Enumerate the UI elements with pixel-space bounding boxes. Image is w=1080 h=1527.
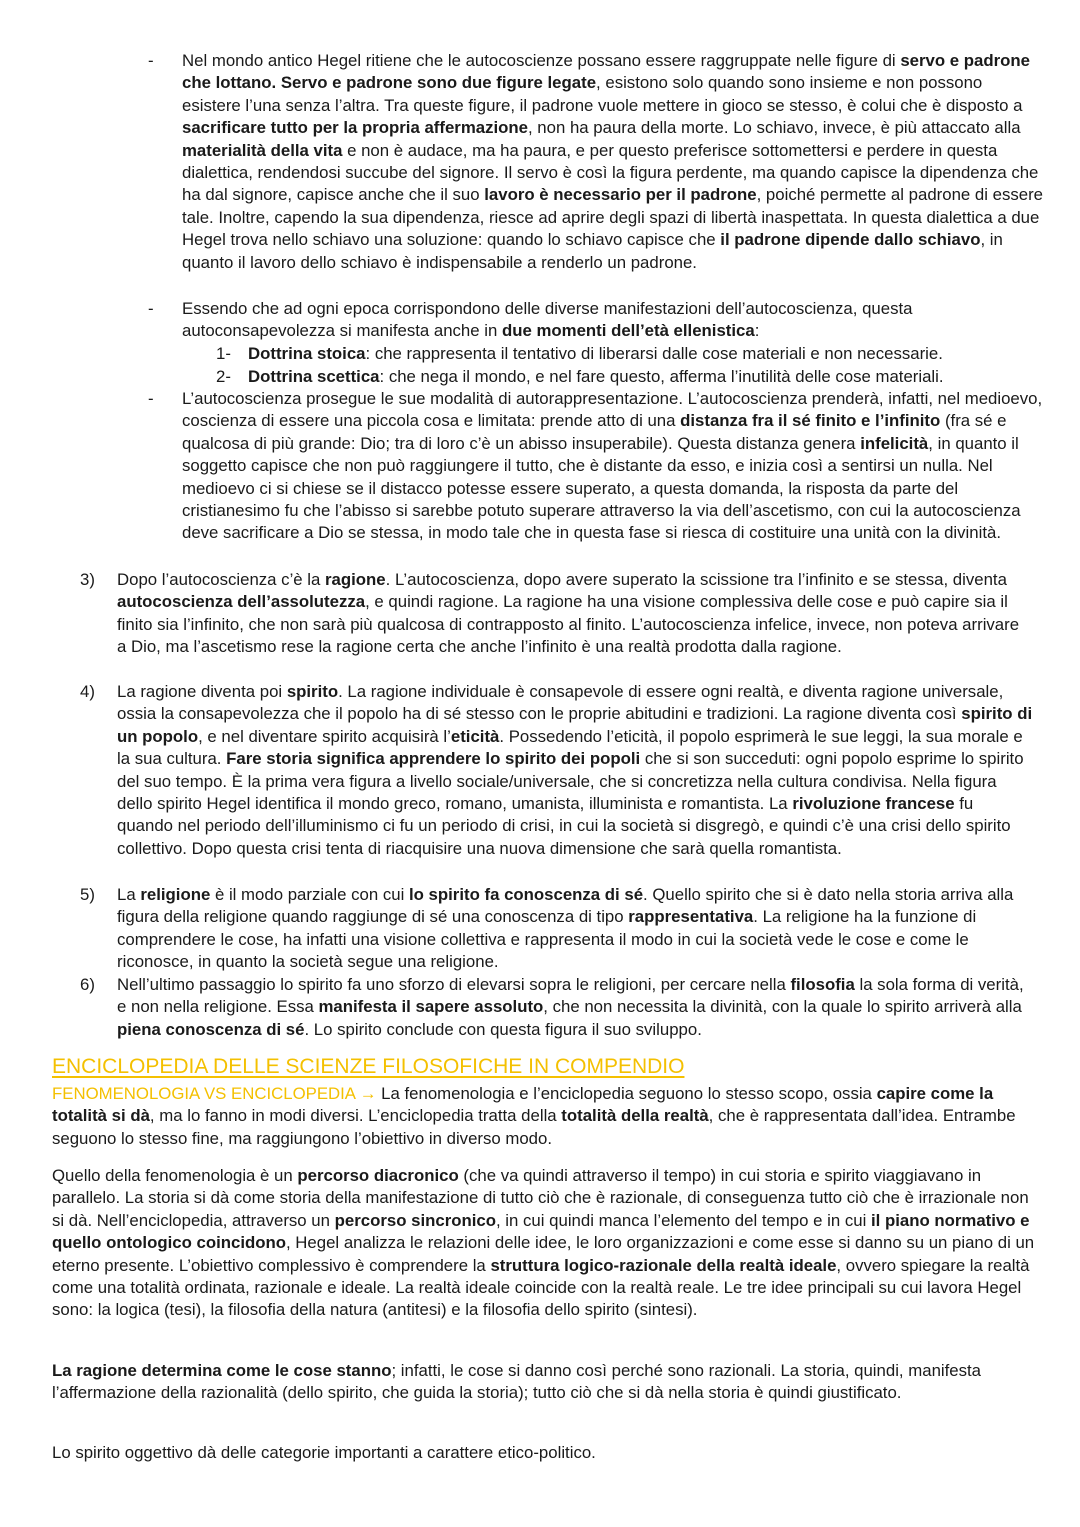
text-run: , non ha paura della morte. Lo schiavo, invece, è più attaccato alla (527, 118, 1021, 138)
numbered-marker: 4) (80, 682, 95, 701)
text-run: : che nega il mondo, e nel fare questo, afferma l’inutilità delle cose materiali. (379, 367, 944, 386)
text-run: La fenomenologia e l’enciclopedia seguono lo stesso scopo, ossia (376, 1084, 877, 1103)
subitem-marker: 2- (216, 367, 231, 386)
bold-text: Servo e padrone sono due figure legate (280, 73, 597, 93)
bold-text: capire come la totalità si dà (52, 1084, 994, 1126)
bold-text: sacrificare tutto per la propria affermazione (182, 118, 528, 138)
text-run: che si son succeduti: ogni popolo esprime lo spirito del suo tempo. È la prima vera figura a livello sociale/universale, che si concretizza nella cultura condivisa. Nella figura dello spirito Hegel identifica il mondo greco, romano, umanista, illuminista e romantista. La (117, 749, 1024, 814)
bold-text: struttura logico-razionale della realtà ideale (490, 1255, 837, 1275)
text-run: . Lo spirito conclude con questa figura il suo sviluppo. (304, 1019, 702, 1039)
text-run: , in cui quindi manca l’elemento del tempo e in cui (495, 1210, 871, 1230)
text-run: , che non necessita la divinità, con la quale lo spirito arriverà alla (543, 997, 1022, 1017)
bold-text: religione (140, 885, 211, 904)
bold-text: servo e padrone che lottano. (182, 51, 1030, 93)
bold-text: manifesta il sapere assoluto (318, 997, 544, 1017)
bold-text: il piano normativo e quello ontologico coincidono (52, 1210, 1030, 1253)
subitem-dottrina-stoica (248, 343, 1048, 365)
text-run: Lo spirito oggettivo dà delle categorie importanti a carattere etico-politico. (52, 1443, 596, 1462)
bold-text: autocoscienza dell’assolutezza (117, 592, 366, 612)
text-run: Nell’ultimo passaggio lo spirito fa uno sforzo di elevarsi sopra le religioni, per cercare nella (117, 975, 791, 994)
text-run: fu quando nel periodo dell’illuminismo ci fu un periodo di crisi, in cui la società si disgregò, e quindi c’è una crisi dello spirito collettivo. Dopo questa crisi tenta di riacquisire una nuova dimensione che sarà quella romantista. (117, 794, 1011, 858)
bold-text: filosofia (790, 975, 855, 994)
bullet-paragraph-servo-padrone (182, 50, 1044, 274)
bold-text: totalità della realtà (561, 1106, 709, 1126)
bold-text: Dottrina stoica (248, 344, 366, 363)
text-run: : che rappresenta il tentativo di liberarsi dalle cose materiali e non necessarie. (365, 344, 943, 363)
bold-text: distanza fra il sé finito e l’infinito (680, 411, 941, 431)
text-run: , che è rappresentata dall’idea. Entrambe seguono lo stesso fine, ma raggiungono l’obiettivo in diverso modo. (52, 1106, 1016, 1148)
text-run: . La religione ha la funzione di comprendere le cose, ha infatti una visione collettiva e rappresenta il modo in cui la società vede le cose e come le riconosce, in quanto la società segue una religione. (117, 907, 977, 972)
bold-text: spirito di un popolo (117, 704, 1033, 746)
bold-text: piena conoscenza di sé (117, 1019, 305, 1039)
text-run: . L’autocoscienza, dopo avere superato la scissione tra l’infinito e se stessa, diventa (385, 570, 1007, 589)
text-run: è il modo parziale con cui (210, 885, 409, 904)
paragraph-ragione-determina (52, 1360, 1042, 1405)
bullet-marker: - (148, 389, 154, 408)
subitem-dottrina-scettica (248, 366, 1048, 388)
text-run: ; infatti, le cose si danno così perché sono razionali. La storia, quindi, manifesta l’affermazione della razionalità (dello spirito, che guida la storia); tutto ciò che si dà nella storia è quindi giustificato. (52, 1361, 982, 1403)
text-run: L’autocoscienza prosegue le sue modalità di autorappresentazione. L’autocoscienza prenderà, infatti, nel medioevo, coscienza di essere una piccola cosa e limitata: prende atto di una (182, 389, 1043, 431)
bold-text: rappresentativa (628, 907, 754, 927)
text-run: . Quello spirito che si è dato nella storia arriva alla figura della religione quando raggiunge di sé una conoscenza di tipo (117, 885, 1014, 927)
bold-text: percorso sincronico (334, 1210, 496, 1230)
numbered-item-spirito (117, 681, 1033, 860)
bold-text: ragione (325, 570, 386, 589)
bullet-paragraph-eta-ellenistica (182, 298, 1044, 343)
bold-text: il padrone dipende dallo schiavo (720, 230, 981, 250)
bold-text: lavoro è necessario per il padrone (484, 185, 757, 205)
bullet-paragraph-autocoscienza (182, 388, 1044, 545)
text-run: . La ragione individuale è consapevole di essere ogni realtà, e diventa ragione universale, ossia la consapevolezza che il popolo ha di sé stesso con le proprie abitudini e tradizioni. La ragione diventa così (117, 682, 1004, 724)
bold-text: materialità della vita (182, 140, 343, 160)
text-run: La ragione diventa poi (117, 682, 287, 701)
text-run: e non è audace, ma ha paura, e per questo preferisce sottomettersi e perdere in questa dialettica, rendendosi succube del signore. Il servo è così la figura perdente, ma quando capisce la dipendenza che ha dal signore, capisce anche che il suo (182, 140, 1039, 205)
numbered-item-filosofia (117, 974, 1033, 1041)
text-run: , ovvero spiegare la realtà come una totalità ordinata, razionale e ideale. La realtà ideale coincide con la realtà reale. Le tre idee principali su cui lavora Hegel sono: la logica (tesi), la filosofia della natura (antitesi) e la filosofia dello spirito (sintesi). (52, 1255, 1030, 1320)
text-run: , in quanto il lavoro dello schiavo è indispensabile a renderlo un padrone. (182, 230, 1003, 272)
numbered-marker: 6) (80, 975, 95, 994)
paragraph-spirito-oggettivo (52, 1442, 1042, 1464)
bold-text: Fare storia significa apprendere lo spirito dei popoli (226, 749, 641, 769)
text-run: la sola forma di verità, e non nella religione. Essa (117, 975, 1024, 1017)
text-run: Essendo che ad ogni epoca corrispondono delle diverse manifestazioni dell’autocoscienza, questa autoconsapevolezza si manifesta anche in (182, 299, 913, 341)
text-run: , e nel diventare spirito acquisirà l’ (198, 726, 451, 746)
subheading: FENOMENOLOGIA VS ENCICLOPEDIA → (52, 1084, 377, 1103)
bold-text: La ragione determina come le cose stanno (52, 1361, 392, 1380)
bold-text: due momenti dell’età ellenistica (501, 321, 755, 341)
numbered-marker: 5) (80, 885, 95, 904)
bold-text: spirito (286, 682, 339, 701)
section-heading: ENCICLOPEDIA DELLE SCIENZE FILOSOFICHE IN COMPENDIO (52, 1055, 685, 1078)
text-run: Nel mondo antico Hegel ritiene che le autocoscienze possano essere raggruppate nelle figure di (182, 51, 901, 70)
bold-text: rivoluzione francese (792, 794, 955, 814)
subitem-marker: 1- (216, 344, 231, 363)
numbered-marker: 3) (80, 570, 95, 589)
bullet-marker: - (148, 299, 154, 318)
text-run: (fra sé e qualcosa di più grande: Dio; tra di loro c’è un abisso insuperabile). Questa distanza genera (182, 411, 1007, 453)
paragraph-percorso (52, 1165, 1042, 1322)
numbered-item-ragione (117, 569, 1033, 659)
bold-text: lo spirito fa conoscenza di sé (408, 885, 644, 904)
text-run: . Possedendo l’eticità, il popolo esprimerà le sue leggi, la sua morale e la sua cultura. (117, 726, 1023, 769)
text-run: , esistono solo quando sono insieme e non possono esistere l’una senza l’altra. Tra queste figure, il padrone vuole mettere in gioco se stesso, è colui che è disposto a (182, 73, 1023, 115)
text-run: Quello della fenomenologia è un (52, 1166, 298, 1185)
text-run: : (754, 321, 760, 341)
bullet-marker: - (148, 51, 154, 70)
bold-text: eticità (450, 726, 500, 746)
paragraph-fenomenologia-vs-enciclopedia (52, 1083, 1042, 1150)
bold-text: percorso diacronico (297, 1166, 459, 1185)
text-run: La (117, 885, 141, 904)
bold-text: Dottrina scettica (248, 367, 380, 386)
text-run: , Hegel analizza le relazioni delle idee, le loro organizzazioni e come esse si danno su un piano di un eterno presente. L’obiettivo complessivo è comprendere la (52, 1233, 1035, 1275)
text-run: , e quindi ragione. La ragione ha una visione complessiva delle cose e può capire sia il finito sia l’infinito, che non sarà più qualcosa di contrapposto al finito. L’autocoscienza infelice, invece, non poteva arrivare a Dio, ma l’ascetismo rese la ragione certa che anche l’infinito è una realtà prodotta dalla ragione. (117, 592, 1020, 657)
text-run: (che va quindi attraverso il tempo) in cui storia e spirito viaggiavano in parallelo. La storia si dà come storia della manifestazione di tutto ciò che è razionale, di conseguenza tutto ciò che è irrazionale non si dà. Nell’enciclopedia, attraverso un (52, 1166, 1029, 1230)
bold-text: infelicità (860, 433, 929, 453)
text-run: , in quanto il soggetto capisce che non può raggiungere il tutto, che è distante da esso, e inizia così a sentirsi un nulla. Nel medioevo ci si chiese se il distacco potesse essere superato, a questa domanda, la risposta da parte del cristianesimo fu che l’abisso si sarebbe potuto superare attraverso la via dell’ascetismo, con cui la autocoscienza deve sacrificare a Dio se stessa, in modo tale che in questa fase si riesca di costituire una unità con la divinità. (182, 433, 1021, 543)
numbered-item-religione (117, 884, 1033, 974)
text-run: , poiché permette al padrone di essere tale. Inoltre, capendo la sua dipendenza, riesce ad aprire degli spazi di libertà inaspettata. In questa dialettica a due Hegel trova nello schiavo una soluzione: quando lo schiavo capisce che (182, 185, 1043, 250)
text-run: , ma lo fanno in modi diversi. L’enciclopedia tratta della (149, 1106, 562, 1126)
text-run: Dopo l’autocoscienza c’è la (117, 570, 326, 589)
